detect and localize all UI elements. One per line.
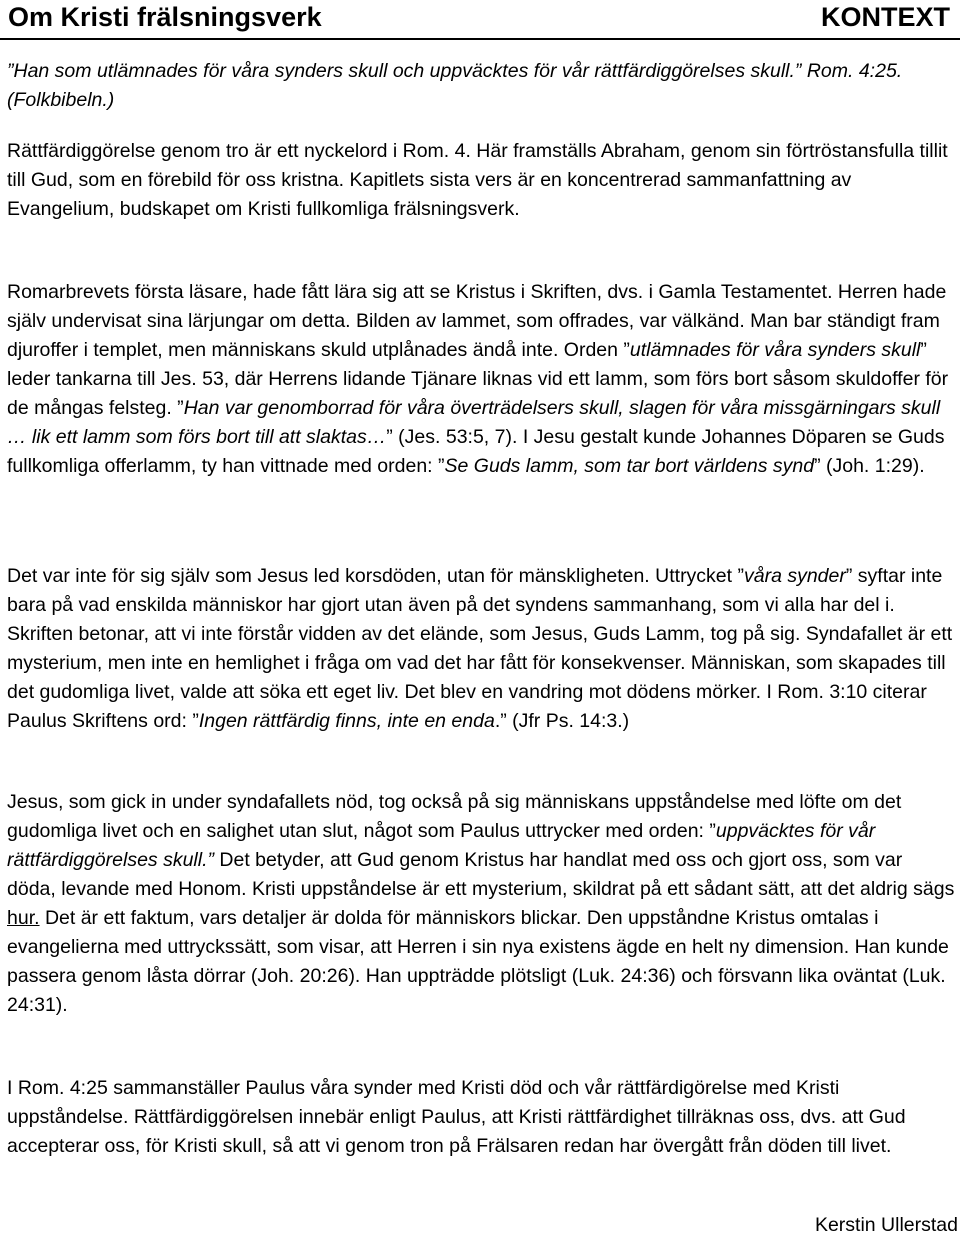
text-run: ” leder tankarna till Jes. 53, där Herrens lidande Tjänare liknas vid ett lamm, som förs bort såsom skuldoffer för de mångas felsteg. ” <box>7 339 949 419</box>
paragraph-lamb <box>7 278 955 481</box>
text-run: Det är ett faktum, vars detaljer är dolda för människors blickar. Den uppståndne Kristus omtalas i evangelierna med uttryckssätt, som visar, att Herren i sin nya existens ägde en helt ny dimension. Han kunde passera genom låsta dörrar (Joh. 20:26). Han uppträdde plötsligt (Luk. 24:36) och försvann lika oväntat (Luk. 24:31). <box>7 907 949 1016</box>
text-run: Det betyder, att Gud genom Kristus har handlat med oss och gjort oss, som var döda, levande med Honom. Kristi uppståndelse är ett mysterium, skildrat på ett sådant sätt, att det aldrig sägs <box>7 849 955 900</box>
underlined-word: hur. <box>7 907 40 929</box>
text-run: ” (Jes. 53:5, 7). I Jesu gestalt kunde Johannes Döparen se Guds fullkomliga offerlamm, ty han vittnade med orden: ” <box>7 426 945 477</box>
paragraph-justification: I Rom. 4:25 sammanställer Paulus våra synder med Kristi död och vår rättfärdigörelse med Kristi uppståndelse. Rättfärdiggörelsen innebär enligt Paulus, att Kristi rättfärdighet tillräknas oss, dvs. att Gud accepterar oss, för Kristi skull, så att vi genom tron på Frälsaren redan har övergått från döden till livet. <box>7 1077 906 1157</box>
text-run: Jesus, som gick in under syndafallets nöd, tog också på sig människans uppståndelse med löfte om det gudomliga livet och en salighet utan slut, något som Paulus uttrycker med orden: ” <box>7 791 902 842</box>
text-run: Det var inte för sig själv som Jesus led korsdöden, utan för mänskligheten. Uttrycket ” <box>7 565 744 587</box>
italic-quote: våra synder <box>743 565 846 587</box>
opening-quote: ”Han som utlämnades för våra synders skull och uppväcktes för vår rättfärdiggörelses skull.” Rom. 4:25. (Folkbibeln.) <box>7 60 903 111</box>
header-divider <box>0 38 960 40</box>
document-title: Om Kristi frälsningsverk <box>8 2 322 32</box>
italic-quote: Se Guds lamm, som tar bort världens synd <box>444 455 815 477</box>
italic-quote: utlämnades för våra synders skull <box>629 339 921 361</box>
paragraph-sins <box>7 562 955 736</box>
text-run: ” (Joh. 1:29). <box>814 455 925 477</box>
text-run: .” (Jfr Ps. 14:3.) <box>494 710 630 732</box>
author-signature: Kerstin Ullerstad <box>814 1214 958 1236</box>
section-tag: KONTEXT <box>820 2 950 32</box>
paragraph-resurrection <box>7 788 955 1020</box>
text-run: Romarbrevets första läsare, hade fått lära sig att se Kristus i Skriften, dvs. i Gamla Testamentet. Herren hade själv undervisat sina lärjungar om detta. Bilden av lammet, som offrades, var välkänd. Man bar ständigt fram djuroffer i templet, men människans skuld utplånades ändå inte. Orden ” <box>7 281 947 361</box>
paragraph-introduction: Rättfärdiggörelse genom tro är ett nyckelord i Rom. 4. Här framställs Abraham, genom sin förtröstansfulla tillit till Gud, som en förebild för oss kristna. Kapitlets sista vers är en koncentrerad sammanfattning av Evangelium, budskapet om Kristi fullkomliga frälsningsverk. <box>7 140 948 220</box>
italic-quote: Han var genomborrad för våra överträdelsers skull, slagen för våra missgärningars skull … lik ett lamm som förs bort till att slaktas… <box>7 397 941 448</box>
page-header <box>0 0 960 38</box>
italic-quote: Ingen rättfärdig finns, inte en enda <box>198 710 495 732</box>
text-run: ” syftar inte bara på vad enskilda människor har gjort utan även på det syndens sammanhang, som vi alla har del i. Skriften betonar, att vi inte förstår vidden av det elände, som Jesus, Guds Lamm, tog på sig. Syndafallet är ett mysterium, men inte en hemlighet i fråga om vad det har fått för konsekvenser. Människan, som skapades till det gudomliga livet, valde att söka ett eget liv. Det blev en vandring mot dödens mörker. I Rom. 3:10 citerar Paulus Skriftens ord: ” <box>7 565 953 732</box>
italic-quote: uppväcktes för vår rättfärdiggörelses skull.” <box>7 820 876 871</box>
